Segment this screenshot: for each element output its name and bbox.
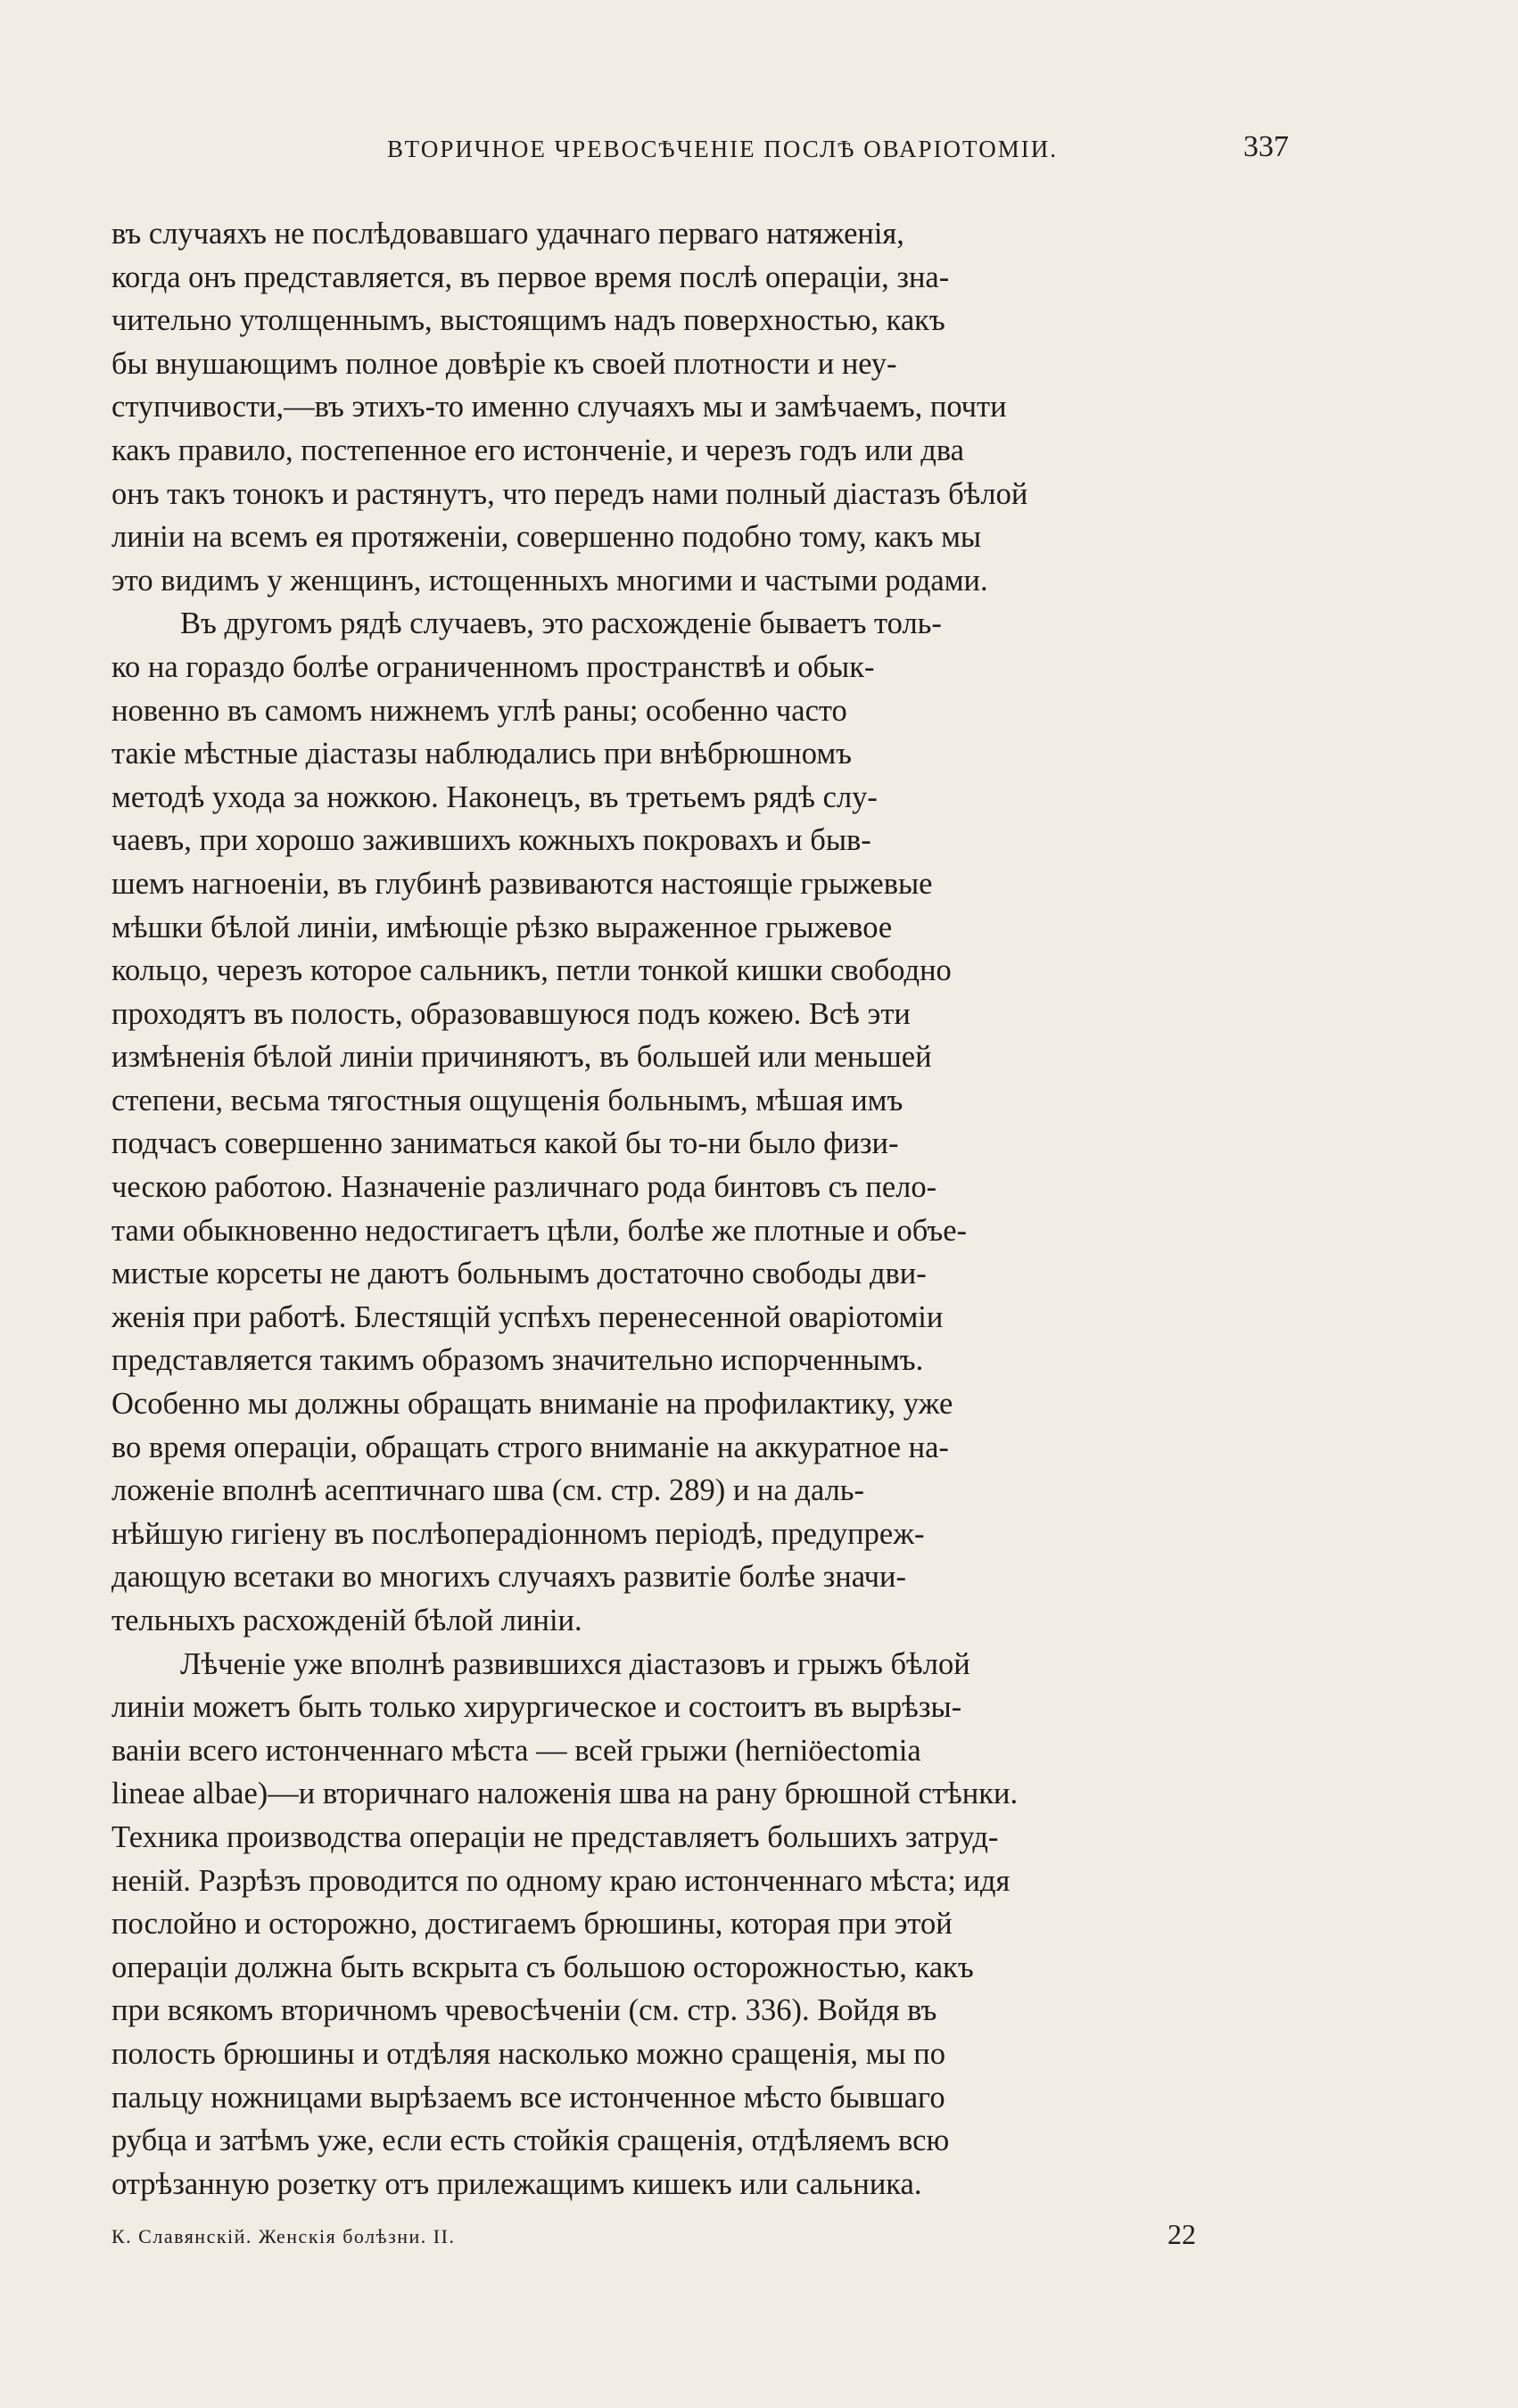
sheet-number: 22	[1167, 2218, 1196, 2250]
signature-line: К. Славянскій. Женскія болѣзни. II.	[111, 2225, 456, 2247]
body-text	[111, 212, 1289, 2206]
running-head	[111, 130, 1289, 171]
paragraph-continued: въ случаяхъ не послѣдовавшаго удачнаго перваго натяженія, когда онъ представляется, въ первое время послѣ операціи, зна- чительно утолщеннымъ, выстоящимъ надъ поверхностью, какъ бы внушающимъ полное довѣріе къ своей плотности и неу- ступчивости,—въ этихъ-то именно случаяхъ мы и замѣчаемъ, почти какъ правило, постепенное его истонченіе, и черезъ годъ или два онъ такъ тонокъ и растянутъ, что передъ нами полный діастазъ бѣлой линіи на всемъ ея протяженіи, совершенно подобно тому, какъ мы это видимъ у женщинъ, истощенныхъ многими и частыми родами.	[111, 217, 1028, 598]
page-number: 337	[1243, 130, 1289, 163]
running-title: ВТОРИЧНОЕ ЧРЕВОСѢЧЕНІЕ ПОСЛѢ ОВАРІОТОМІИ.	[387, 136, 1058, 162]
paragraph-diastasis-types: Въ другомъ рядѣ случаевъ, это расхожденіе бываетъ толь- ко на гораздо болѣе ограниченномъ пространствѣ и обык- новенно въ самомъ нижнемъ углѣ раны; особенно часто такіе мѣстные діастазы наблюдались при внѣбрюшномъ методѣ ухода за ножкою. Наконецъ, въ третьемъ рядѣ слу- чаевъ, при хорошо зажившихъ кожныхъ покровахъ и быв- шемъ нагноеніи, въ глубинѣ развиваются настоящіе грыжевые мѣшки бѣлой линіи, имѣющіе рѣзко выраженное грыжевое кольцо, черезъ которое сальникъ, петли тонкой кишки свободно проходятъ въ полость, образовавшуюся подъ кожею. Всѣ эти измѣненія бѣлой линіи причиняютъ, въ большей или меньшей степени, весьма тягостныя ощущенія больнымъ, мѣшая имъ подчасъ совершенно заниматься какой бы то-ни было физи- ческою работою. Назначеніе различнаго рода бинтовъ съ пело- тами обыкновенно недостигаетъ цѣли, болѣе же плотные и объе- мистые корсеты не даютъ больнымъ достаточно свободы дви- женія при работѣ. Блестящій успѣхъ перенесенной оваріотоміи представляется такимъ образомъ значительно испорченнымъ. Особенно мы должны обращать вниманіе на профилактику, уже во время операціи, обращать строго вниманіе на аккуратное на- ложеніе вполнѣ асептичнаго шва (см. стр. 289) и на даль- нѣйшую гигіену въ послѣоперадіонномъ періодѣ, предупреж- дающую всетаки во многихъ случаяхъ развитіе болѣе значи- тельныхъ расхожденій бѣлой линіи.	[111, 606, 968, 1637]
page-footer	[111, 2218, 1289, 2254]
paragraph-treatment: Лѣченіе уже вполнѣ развившихся діастазовъ и грыжъ бѣлой линіи можетъ быть только хирургическое и состоитъ въ вырѣзы- ваніи всего истонченнаго мѣста — всей грыжи (herniöectomia lineae albae)—и вторичнаго наложенія шва на рану брюшной стѣнки. Техника производства операціи не представляетъ большихъ затруд- неній. Разрѣзъ проводится по одному краю истонченнаго мѣста; идя послойно и осторожно, достигаемъ брюшины, которая при этой операціи должна быть вскрыта съ большою осторожностью, какъ при всякомъ вторичномъ чревосѣченіи (см. стр. 336). Войдя въ полость брюшины и отдѣляя насколько можно сращенія, мы по пальцу ножницами вырѣзаемъ все истонченное мѣсто бывшаго рубца и затѣмъ уже, если есть стойкія сращенія, отдѣляемъ всю отрѣзанную розетку отъ прилежащимъ кишекъ или сальника.	[111, 1646, 1019, 2201]
